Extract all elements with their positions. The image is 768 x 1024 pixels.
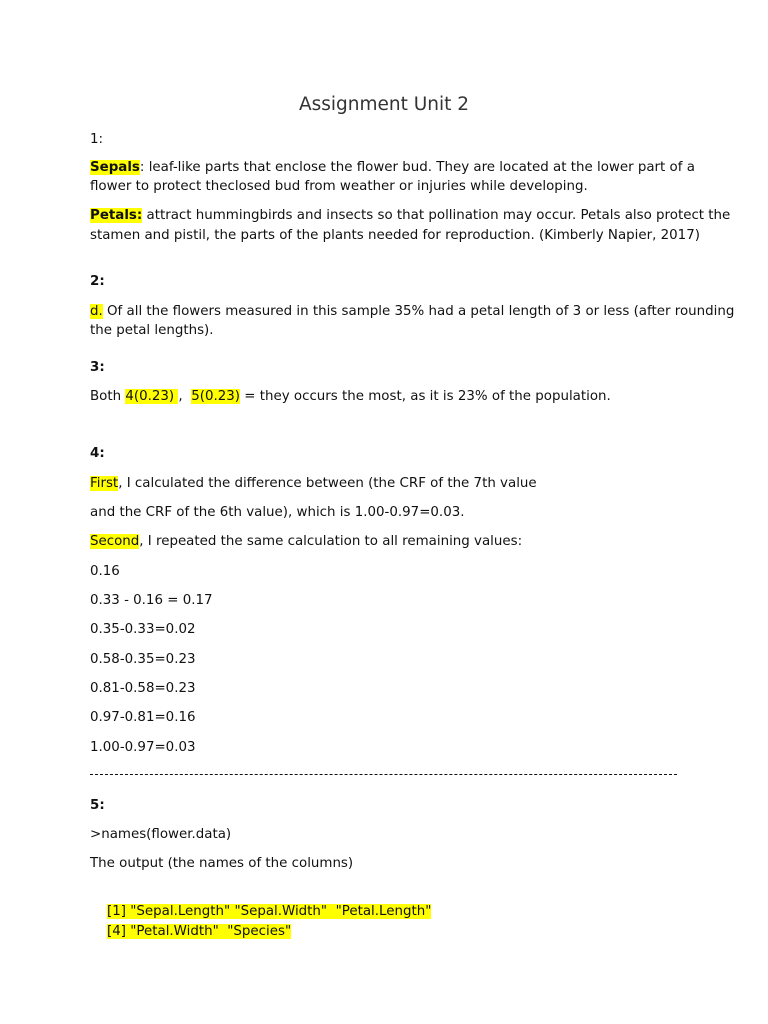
question-3-suffix: = they occurs the most, as it is 23% of the population. — [240, 389, 611, 404]
second-keyword: Second — [90, 534, 140, 549]
question-5-number: 5: — [90, 798, 105, 813]
document-title: Assignment Unit 2 — [298, 94, 470, 115]
second-step-text: , I repeated the same calculation to all remaining values: — [139, 534, 523, 549]
output-line-2-wrap — [90, 903, 291, 960]
first-keyword: First — [90, 476, 119, 491]
petals-definition-part-1: attract hummingbirds and insects so that pollination may occur. Petals also protect the — [142, 208, 731, 223]
calculation-line: 0.33 - 0.16 = 0.17 — [90, 593, 213, 608]
dashed-separator — [90, 774, 677, 775]
sepals-term: Sepals — [90, 160, 140, 175]
r-output-line-2: [4] "Petal.Width" "Species" — [107, 924, 292, 939]
mode-value-2: 5(0.23) — [191, 389, 240, 404]
output-label: The output (the names of the columns) — [90, 856, 354, 871]
calculation-line: 0.16 — [90, 564, 120, 579]
r-command: >names(flower.data) — [90, 827, 232, 842]
first-step-text: , I calculated the difference between (the CRF of the 7th value — [118, 476, 537, 491]
question-2-answer-line-2: the petal lengths). — [90, 323, 214, 338]
question-2-answer-text: Of all the flowers measured in this sample 35% had a petal length of 3 or less (after rounding — [102, 304, 735, 319]
sepals-paragraph-line-2: flower to protect theclosed bud from weather or injuries while developing. — [90, 179, 588, 194]
question-3-prefix: Both — [90, 389, 126, 404]
calculation-line: 0.58-0.35=0.23 — [90, 652, 196, 667]
petals-paragraph-line-2: stamen and pistil, the parts of the plants needed for reproduction. (Kimberly Napier, 2017) — [90, 228, 700, 243]
question-2-answer-line-1 — [90, 302, 734, 321]
mode-value-1: 4(0.23) — [125, 389, 179, 404]
calculation-line: 0.81-0.58=0.23 — [90, 681, 196, 696]
question-4-first-line-2: and the CRF of the 6th value), which is 1.00-0.97=0.03. — [90, 505, 465, 520]
calculation-line: 0.35-0.33=0.02 — [90, 622, 196, 637]
question-2-number: 2: — [90, 274, 105, 289]
sepals-definition-part-1: : leaf-like parts that enclose the flower bud. They are located at the lower part of a — [139, 160, 695, 175]
question-1-number: 1: — [90, 132, 104, 147]
calculation-line: 1.00-0.97=0.03 — [90, 740, 196, 755]
question-4-second-line — [90, 532, 522, 551]
question-3-answer — [90, 387, 611, 406]
petals-paragraph-line-1 — [90, 206, 730, 225]
answer-letter: d. — [90, 304, 103, 319]
petals-term: Petals: — [90, 208, 143, 223]
question-3-separator: , — [178, 389, 192, 404]
question-4-first-line-1 — [90, 474, 537, 493]
question-4-number: 4: — [90, 446, 105, 461]
calculation-line: 0.97-0.81=0.16 — [90, 710, 196, 725]
sepals-paragraph-line-1 — [90, 158, 695, 177]
question-3-number: 3: — [90, 360, 105, 375]
r-output-line-1: [1] "Sepal.Length" "Sepal.Width" "Petal.Length" — [107, 904, 432, 919]
